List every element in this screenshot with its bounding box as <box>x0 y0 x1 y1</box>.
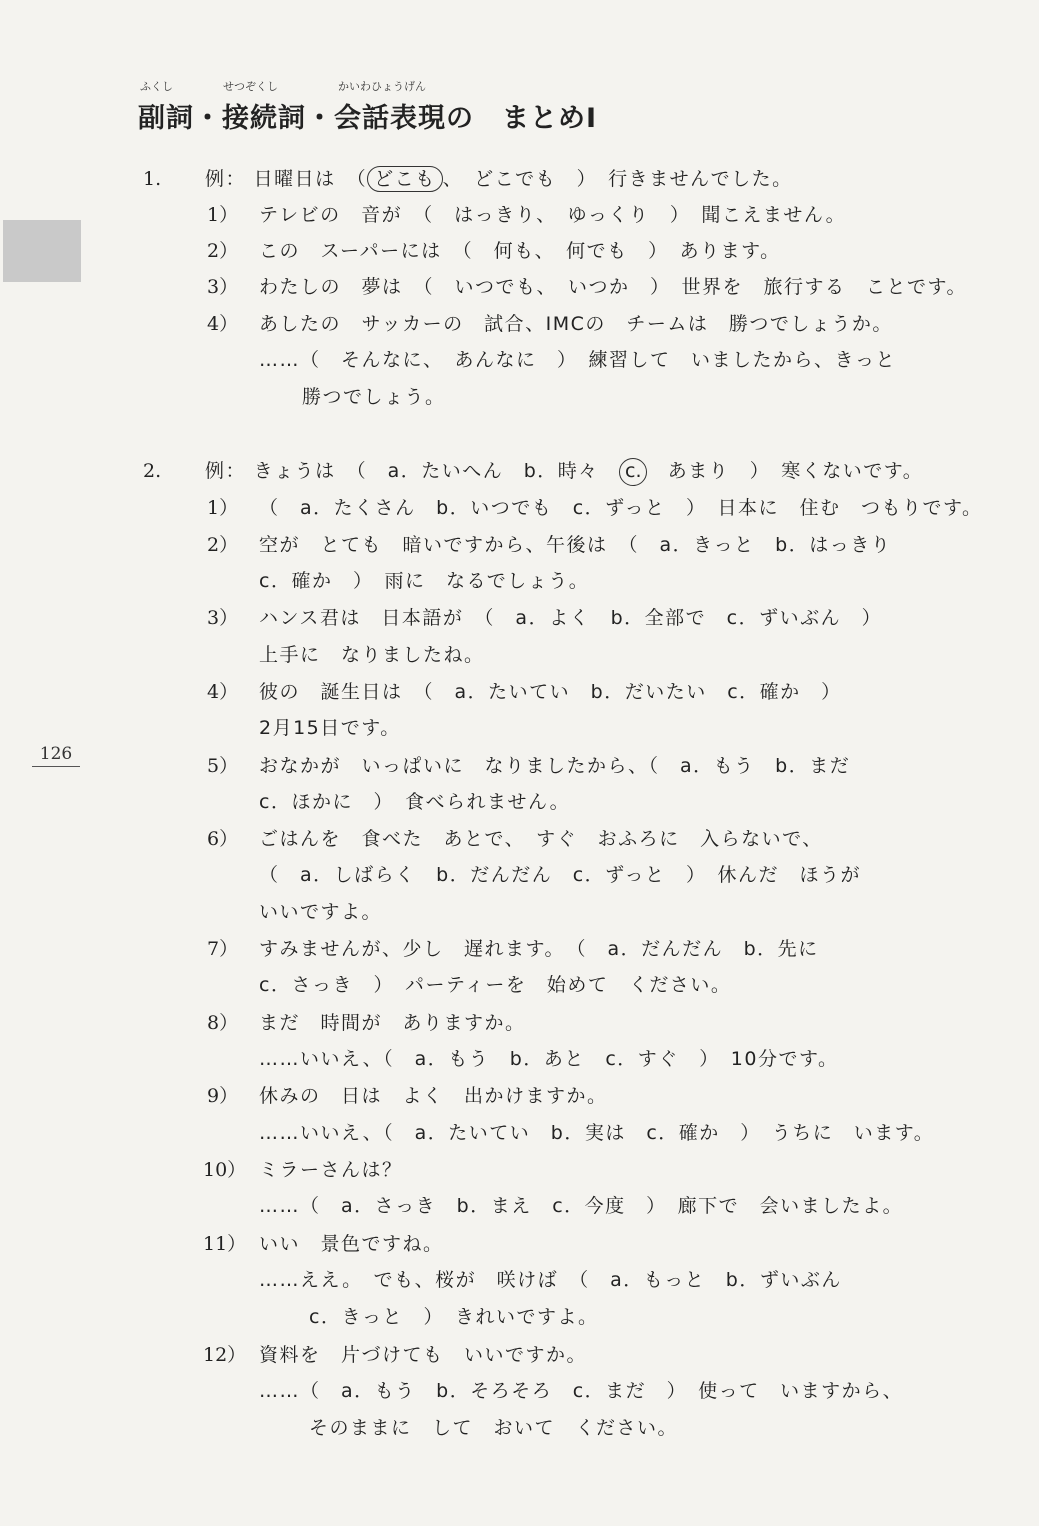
q2-8-line-2: ……いいえ、（ a．もう b．あと c．すぐ ） 10分です。 <box>259 1048 839 1070</box>
q2-11-line-1: いい 景色ですね。 <box>259 1233 444 1255</box>
example-label: 例： <box>205 168 247 190</box>
page-title: 副詞・接続詞・会話表現の まとめⅠ <box>138 103 598 134</box>
q2-4-number: 4） <box>207 681 239 703</box>
q1-1-number: 1） <box>207 204 239 226</box>
q2-9-line-1: 休みの 日は よく 出かけますか。 <box>259 1085 608 1107</box>
q2-6-line-2: （ a．しばらく b．だんだん c．ずっと ） 休んだ ほうが <box>259 864 862 886</box>
q2-8-line-1: まだ 時間が ありますか。 <box>259 1012 526 1034</box>
example-pre: 日曜日は （ <box>253 168 368 190</box>
q2-2-number: 2） <box>207 534 239 556</box>
q2-1-number: 1） <box>207 497 239 519</box>
q1-2-line: この スーパーには （ 何も、 何でも ） あります。 <box>259 240 781 262</box>
q2-1-line: （ a．たくさん b．いつでも c．ずっと ） 日本に 住む つもりです。 <box>259 497 983 519</box>
q2-12-line-2: ……（ a．もう b．そろそろ c．まだ ） 使って いますから、 <box>259 1380 904 1402</box>
example-answer-circle: どこも <box>367 166 443 192</box>
page-number: 126 <box>32 744 80 767</box>
q2-10-number: 10） <box>203 1159 247 1181</box>
q2-9-number: 9） <box>207 1085 239 1107</box>
title-furigana <box>138 78 658 94</box>
q1-2-number: 2） <box>207 240 239 262</box>
section2-example <box>205 456 923 486</box>
q2-12-line-1: 資料を 片づけても いいですか。 <box>259 1344 588 1366</box>
q1-4-line-1: あしたの サッカーの 試合、IMCの チームは 勝つでしょうか。 <box>259 313 893 335</box>
q2-2-line-2: c．確か ） 雨に なるでしょう。 <box>259 570 590 592</box>
q1-1-line: テレビの 音が （ はっきり、 ゆっくり ） 聞こえません。 <box>259 204 847 226</box>
section1-number: 1. <box>143 168 162 190</box>
q1-4-line-3: 勝つでしょう。 <box>302 386 446 408</box>
furigana-fukushi: ふくし <box>140 80 173 93</box>
example-label: 例： <box>205 460 247 482</box>
q2-12-number: 12） <box>203 1344 247 1366</box>
q2-3-line-1: ハンス君は 日本語が （ a．よく b．全部で c．ずいぶん ） <box>259 607 883 629</box>
q2-4-line-1: 彼の 誕生日は （ a．たいてい b．だいたい c．確か ） <box>259 681 842 703</box>
q2-4-line-2: 2月15日です。 <box>259 717 401 739</box>
q2-11-number: 11） <box>203 1233 247 1255</box>
q1-4-line-2: ……（ そんなに、 あんなに ） 練習して いましたから、きっと <box>259 349 897 371</box>
q2-9-line-2: ……いいえ、（ a．たいてい b．実は c．確か ） うちに います。 <box>259 1122 935 1144</box>
q2-5-number: 5） <box>207 755 239 777</box>
section2-number: 2. <box>143 460 162 482</box>
q2-11-line-2: ……ええ。 でも、桜が 咲けば （ a．もっと b．ずいぶん <box>259 1269 842 1291</box>
q2-5-line-2: c．ほかに ） 食べられません。 <box>259 791 571 813</box>
q2-3-number: 3） <box>207 607 239 629</box>
q2-10-line-2: ……（ a．さっき b．まえ c．今度 ） 廊下で 会いましたよ。 <box>259 1195 904 1217</box>
example-answer-circle: c. <box>619 458 647 486</box>
q2-3-line-2: 上手に なりましたね。 <box>259 644 485 666</box>
q1-4-number: 4） <box>207 313 239 335</box>
q2-2-line-1: 空が とても 暗いですから、午後は （ a．きっと b．はっきり <box>259 534 892 556</box>
q2-12-line-3: そのままに して おいて ください。 <box>309 1417 679 1439</box>
q2-7-line-1: すみませんが、少し 遅れます。 （ a．だんだん b．先に <box>259 938 819 960</box>
q2-6-number: 6） <box>207 828 239 850</box>
example-post: 、 どこでも ） 行きませんでした。 <box>442 168 793 190</box>
q2-11-line-3: c．きっと ） きれいですよ。 <box>309 1306 599 1328</box>
section1-example <box>205 164 793 194</box>
example-post: あまり ） 寒くないです。 <box>647 460 924 482</box>
q1-3-line: わたしの 夢は （ いつでも、 いつか ） 世界を 旅行する ことです。 <box>259 276 967 298</box>
q2-8-number: 8） <box>207 1012 239 1034</box>
q2-10-line-1: ミラーさんは？ <box>259 1159 403 1181</box>
q2-7-number: 7） <box>207 938 239 960</box>
q2-7-line-2: c．さっき ） パーティーを 始めて ください。 <box>259 974 732 996</box>
page-tab-marker <box>3 220 81 282</box>
furigana-kaiwahyougen: かいわひょうげん <box>338 80 426 93</box>
q2-6-line-1: ごはんを 食べた あとで、 すぐ おふろに 入らないで、 <box>259 828 823 850</box>
q2-5-line-1: おなかが いっぱいに なりましたから、（ a．もう b．まだ <box>259 755 851 777</box>
q1-3-number: 3） <box>207 276 239 298</box>
furigana-setsuzokushi: せつぞくし <box>223 80 278 93</box>
q2-6-line-3: いいですよ。 <box>259 901 383 923</box>
example-pre: きょうは （ a．たいへん b．時々 <box>253 460 620 482</box>
